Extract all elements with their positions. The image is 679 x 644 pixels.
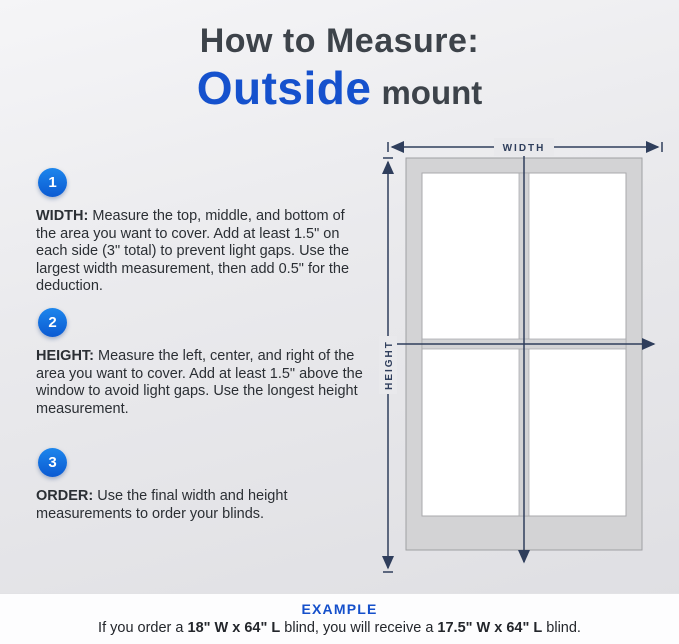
- example-text: [0, 620, 679, 636]
- step-1-label: WIDTH:: [36, 208, 89, 224]
- step-1-body: Measure the top, middle, and bottom of the area you want to cover. Add at least 1.5" on each side (3" total) to prevent light gaps. Use the largest width measurement, then add 0.5" for the deduction.: [36, 208, 350, 294]
- step-3-number: 3: [48, 454, 57, 471]
- step-3: [36, 448, 364, 523]
- example-section: [0, 593, 679, 644]
- example-prefix: If you order a: [98, 620, 188, 636]
- example-received-size: 17.5" W x 64" L: [437, 620, 543, 636]
- step-2-badge: [38, 308, 67, 337]
- step-2: [36, 308, 364, 418]
- example-ordered-size: 18" W x 64" L: [187, 620, 281, 636]
- example-suffix: blind.: [542, 620, 581, 636]
- step-2-text: [36, 348, 364, 418]
- height-label: HEIGHT: [384, 340, 395, 390]
- window-diagram-svg: [372, 132, 672, 592]
- step-3-body: Use the final width and height measurements to order your blinds.: [36, 488, 288, 522]
- step-1-badge: [38, 168, 67, 197]
- step-3-label: ORDER:: [36, 488, 94, 504]
- example-middle: blind, you will receive a: [280, 620, 438, 636]
- page-title: [0, 22, 679, 115]
- title-accent: Outside: [196, 62, 372, 114]
- example-heading: EXAMPLE: [301, 601, 378, 617]
- step-1-text: [36, 208, 364, 296]
- step-2-label: HEIGHT:: [36, 348, 94, 364]
- title-line2: [0, 61, 679, 115]
- width-label: WIDTH: [502, 143, 546, 154]
- title-line1: How to Measure:: [199, 22, 480, 60]
- step-3-text: [36, 488, 364, 523]
- step-2-number: 2: [48, 314, 57, 331]
- window-measurement-diagram: [372, 132, 672, 592]
- step-2-body: Measure the left, center, and right of the area you want to cover. Add at least 1.5" above the window to avoid light gaps. Use the longest height measurement.: [36, 348, 363, 417]
- step-1-number: 1: [48, 174, 57, 191]
- step-1: [36, 168, 364, 296]
- step-3-badge: [38, 448, 67, 477]
- title-suffix: mount: [381, 74, 483, 111]
